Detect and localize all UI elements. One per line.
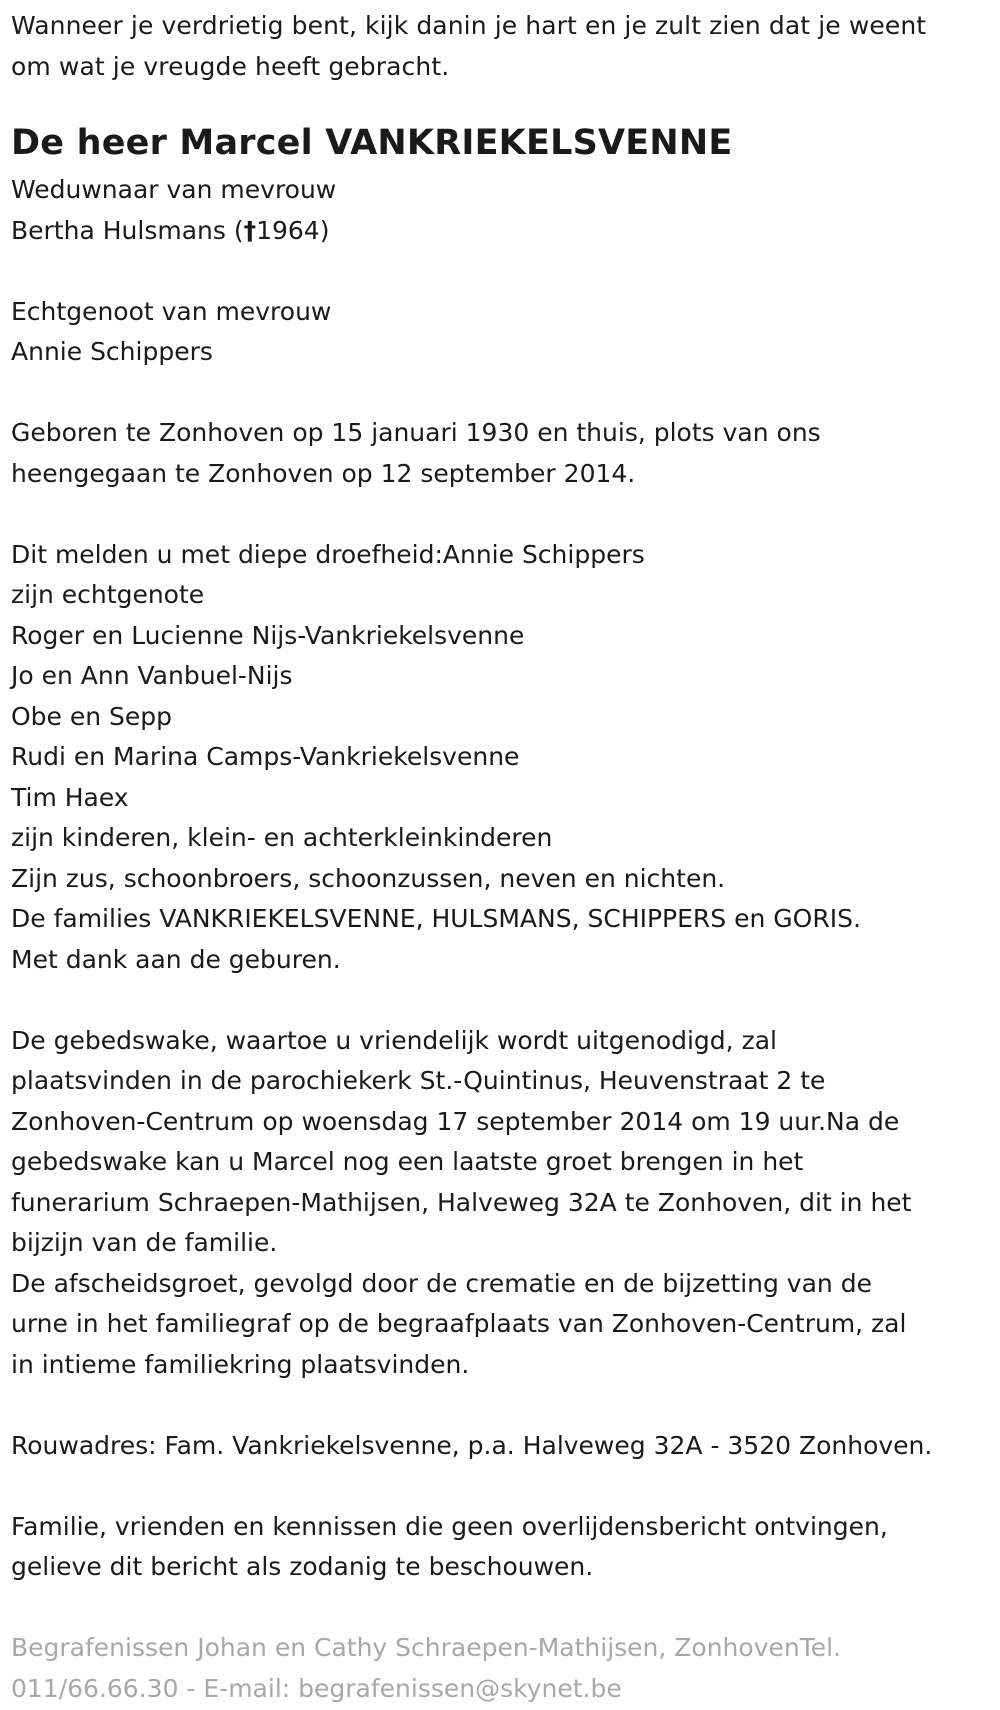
funeral-home-footer (11, 1628, 991, 1709)
family-line: Obe en Sepp (11, 701, 173, 731)
ceremony-line: De gebedswake, waartoe u vriendelijk wordt uitgenodigd, zal (11, 1025, 777, 1055)
ceremony-line: bijzijn van de familie. (11, 1228, 278, 1257)
living-spouse-block (11, 292, 991, 373)
birth-death-block (11, 413, 991, 494)
deceased-name-title: De heer Marcel VANKRIEKELSVENNE (11, 123, 733, 163)
family-line: Met dank aan de geburen. (11, 944, 341, 974)
ceremony-line: in intieme familiekring plaatsvinden. (11, 1349, 470, 1379)
family-line: Jo en Ann Vanbuel-Nijs (11, 661, 293, 690)
quote-line: Wanneer je verdrietig bent, kijk danin je hart en je zult zien dat je weent (11, 11, 927, 40)
widower-label: Weduwnaar van mevrouw (11, 175, 337, 204)
family-line: Zijn zus, schoonbroers, schoonzussen, neven en nichten. (11, 863, 726, 893)
family-line: Tim Haex (11, 782, 129, 812)
family-line: De families VANKRIEKELSVENNE, HULSMANS, SCHIPPERS en GORIS. (11, 904, 861, 933)
ceremony-details (11, 1021, 991, 1386)
ceremony-line: gebedswake kan u Marcel nog een laatste groet brengen in het (11, 1147, 804, 1176)
family-line: Rudi en Marina Camps-Vankriekelsvenne (11, 742, 520, 771)
family-line: zijn echtgenote (11, 580, 205, 609)
notice-block (11, 1507, 991, 1588)
late-spouse-block (11, 170, 991, 251)
ceremony-line: De afscheidsgroet, gevolgd door de crematie en de bijzetting van de (11, 1268, 872, 1298)
ceremony-line: urne in het familiegraf op de begraafplaats van Zonhoven-Centrum, zal (11, 1309, 907, 1338)
footer-line: Begrafenissen Johan en Cathy Schraepen-Mathijsen, ZonhovenTel. (11, 1633, 842, 1662)
notice-line: gelieve dit bericht als zodanig te beschouwen. (11, 1552, 594, 1581)
ceremony-line: funerarium Schraepen-Mathijsen, Halveweg 32A te Zonhoven, dit in het (11, 1187, 912, 1217)
family-announcement (11, 535, 991, 981)
mourning-address: Rouwadres: Fam. Vankriekelsvenne, p.a. Halveweg 32A - 3520 Zonhoven. (11, 1430, 933, 1460)
obituary-document (11, 6, 991, 1709)
spouse-name: Annie Schippers (11, 337, 213, 366)
birth-death-line: heengegaan te Zonhoven op 12 september 2014. (11, 458, 636, 488)
family-line: Roger en Lucienne Nijs-Vankriekelsvenne (11, 620, 525, 650)
quote-line: om wat je vreugde heeft gebracht. (11, 51, 450, 81)
notice-line: Familie, vrienden en kennissen die geen overlijdensbericht ontvingen, (11, 1511, 888, 1541)
family-line: zijn kinderen, klein- en achterkleinkinderen (11, 823, 553, 852)
footer-contact-line: 011/66.66.30 - E-mail: begrafenissen@skynet.be (11, 1673, 622, 1703)
cross-icon: † (243, 215, 257, 245)
ceremony-line: Zonhoven-Centrum op woensdag 17 september 2014 om 19 uur.Na de (11, 1106, 900, 1136)
spouse-label: Echtgenoot van mevrouw (11, 296, 332, 326)
birth-death-line: Geboren te Zonhoven op 15 januari 1930 en thuis, plots van ons (11, 418, 821, 447)
opening-quote (11, 6, 991, 87)
family-line: Dit melden u met diepe droefheid:Annie Schippers (11, 539, 645, 569)
ceremony-line: plaatsvinden in de parochiekerk St.-Quintinus, Heuvenstraat 2 te (11, 1066, 826, 1095)
late-spouse-name: Bertha Hulsmans (†1964) (11, 215, 330, 245)
